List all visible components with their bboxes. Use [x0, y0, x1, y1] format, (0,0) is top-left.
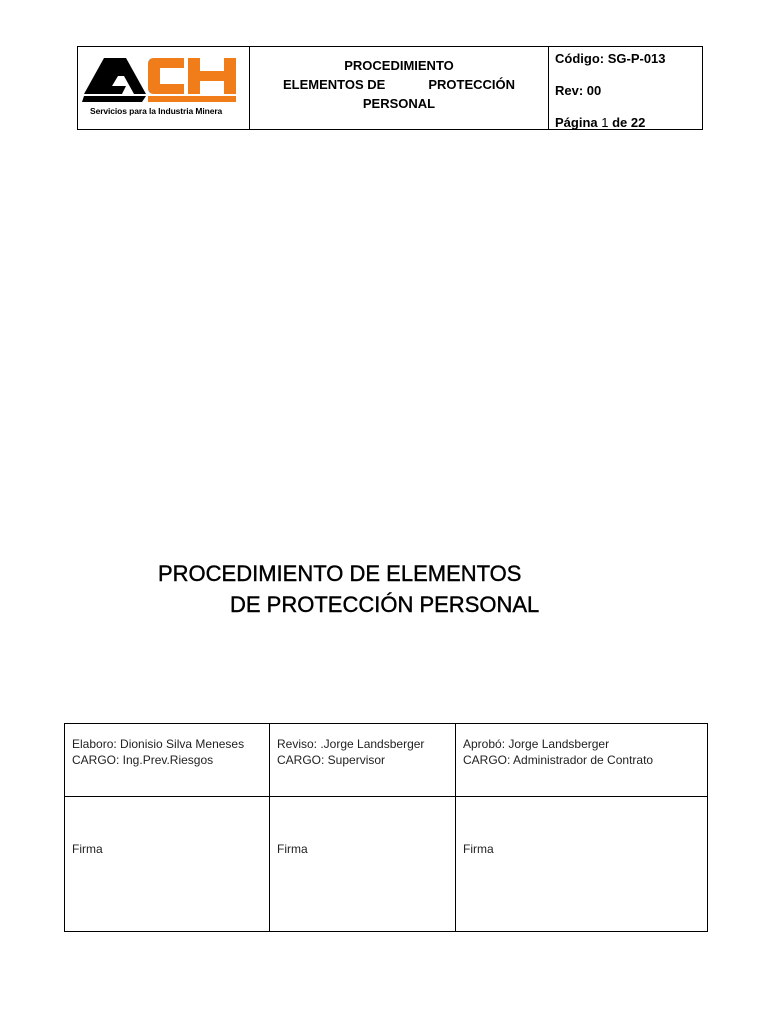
header-title [250, 47, 549, 129]
reviso-firma: Firma [270, 797, 456, 932]
document-title-line1: PROCEDIMIENTO DE ELEMENTOS [158, 561, 522, 586]
codigo-field: Código: SG-P-013 [555, 51, 666, 66]
elaboro-name: Elaboro: Dionisio Silva Meneses [72, 737, 245, 751]
pagina-field [555, 115, 702, 147]
document-title-line2: DE PROTECCIÓN PERSONAL [230, 592, 540, 617]
elaboro-cargo: CARGO: Ing.Prev.Riesgos [72, 753, 214, 767]
aprobo-cell [456, 724, 708, 797]
reviso-cargo: CARGO: Supervisor [277, 753, 386, 767]
aprobo-firma: Firma [456, 797, 708, 932]
header-title-line2 [283, 75, 515, 94]
signature-table [64, 723, 708, 932]
signature-names-row [65, 724, 708, 797]
aprobo-name: Aprobó: Jorge Landsberger [463, 737, 610, 751]
reviso-cell [270, 724, 456, 797]
header-title-line2-b: PROTECCIÓN [428, 76, 515, 92]
logo-cell [78, 47, 250, 129]
signature-firma-row [65, 797, 708, 932]
aprobo-cargo: CARGO: Administrador de Contrato [463, 753, 654, 767]
reviso-name: Reviso: .Jorge Landsberger [277, 737, 425, 751]
rev-field: Rev: 00 [555, 83, 602, 98]
pagina-label: Página [555, 115, 598, 130]
logo-tagline: Servicios para la Industria Minera [90, 106, 223, 116]
header-title-line3: PERSONAL [362, 95, 436, 111]
elaboro-cell [65, 724, 270, 797]
elaboro-firma: Firma [65, 797, 270, 932]
ach-logo [82, 50, 244, 106]
pagina-number: 1 [601, 115, 609, 130]
document-header [77, 46, 703, 130]
header-title-line1: PROCEDIMIENTO [344, 57, 454, 73]
header-title-line2-a: ELEMENTOS DE [283, 76, 386, 92]
pagina-total: de 22 [612, 115, 646, 130]
header-meta [549, 47, 702, 129]
